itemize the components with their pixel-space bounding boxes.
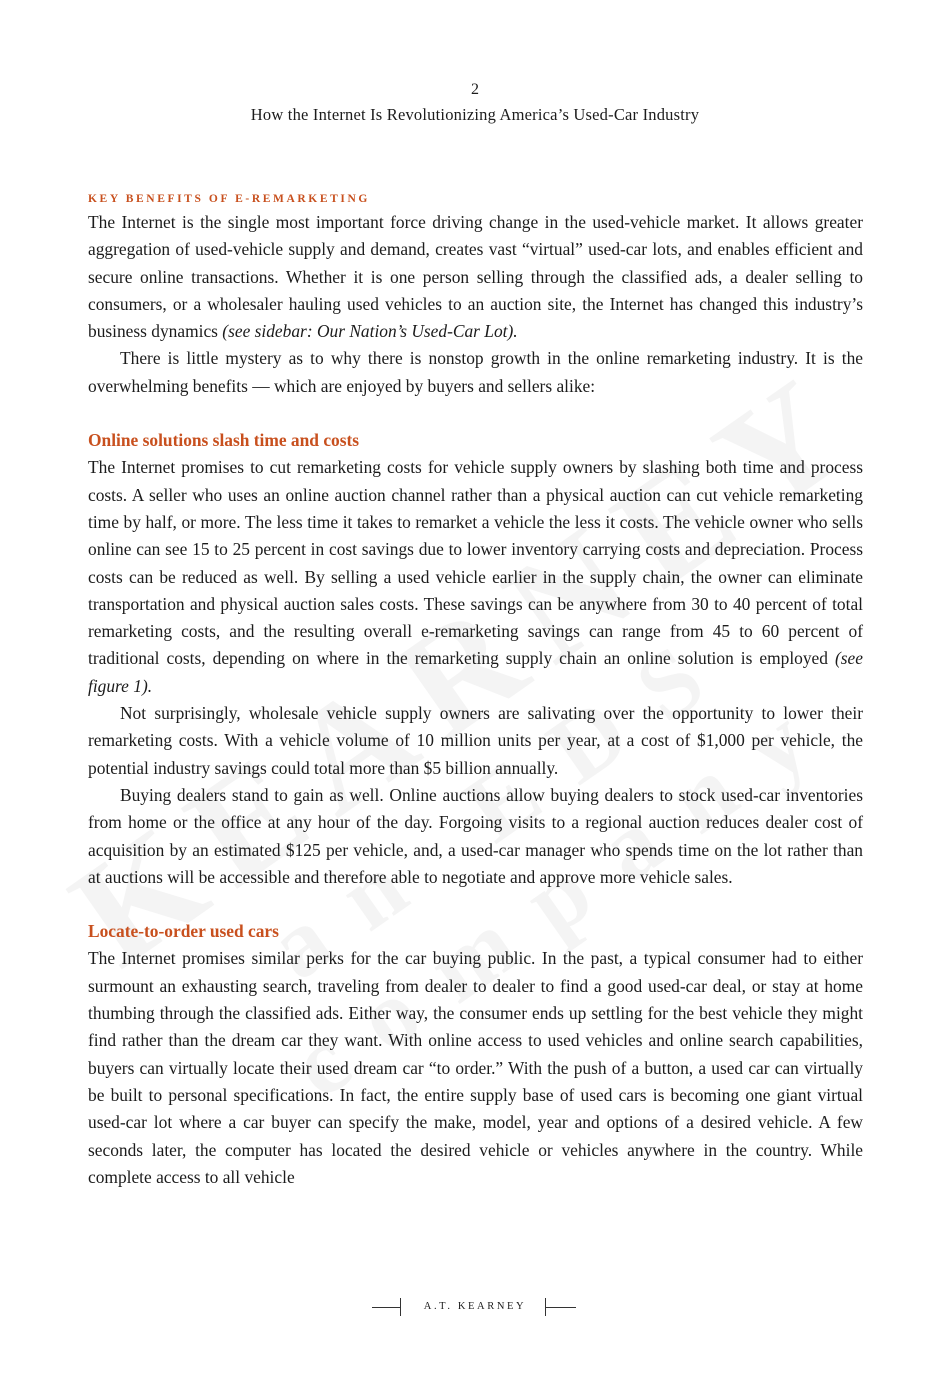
page-number: 2 [471, 81, 479, 98]
subsection-1-paragraph-1-text: The Internet promises to cut remarketing costs for vehicle supply owners by slashing both time and process costs. A seller who uses an online auction channel rather than a physical auction can cut vehicle remarketing time by half, or more. The less time it takes to remarket a vehicle the less it costs. The vehicle owner who sells online can see 15 to 25 percent in cost savings due to lower inventory carrying costs and depreciation. Process costs can be reduced as well. By selling a used vehicle earlier in the supply chain, the owner can eliminate transportation and physical auction sales costs. These savings can be anywhere from 30 to 40 percent of total remarketing costs, and the resulting overall e-remarketing savings can range from 45 to 60 percent of traditional costs, depending on where in the remarketing supply chain an online solution is employed [88, 457, 863, 669]
footer-tick-left [400, 1298, 401, 1316]
footer [0, 1298, 950, 1318]
figure-reference: (see figure 1). [88, 648, 863, 696]
footer-rule-left [372, 1307, 400, 1308]
subsection-2-paragraph-1: The Internet promises similar perks for the car buying public. In the past, a typical consumer had to either surmount an exhausting search, traveling from dealer to dealer to find a good used-car deal, or stay at home thumbing through the classified ads. Either way, the consumer ends up settling for the best vehicle they might find rather than the dream car they want. With online access to used vehicles and online search capabilities, buyers can virtually locate their used dream car “to order.” With the push of a button, a used car can virtually be built to personal specifications. In fact, the entire supply base of used cars is becoming one giant virtual used-car lot where a car buyer can specify the make, model, year and options of a desired vehicle. A few seconds later, the computer has located the desired vehicle or vehicles anywhere in the country. While complete access to all vehicle [88, 948, 863, 1187]
subsection-heading-locate-to-order: Locate-to-order used cars [88, 921, 279, 942]
footer-label: A.T. KEARNEY [423, 1301, 527, 1312]
sidebar-reference: (see sidebar: Our Nation’s Used-Car Lot). [222, 321, 518, 342]
subsection-1-paragraph-3: Buying dealers stand to gain as well. Online auctions allow buying dealers to stock used-car inventories from home or the office at any hour of the day. Forgoing visits to a regional auction reduces dealer cost of acquisition by an estimated $125 per vehicle, and, a used-car manager who spends time on the lot rather than at auctions will be accessible and therefore able to negotiate and approve more vehicle sales. [88, 784, 863, 887]
section-paragraph-2: There is little mystery as to why there is nonstop growth in the online remarketing industry. It is the overwhelming benefits — which are enjoyed by buyers and sellers alike: [88, 348, 863, 396]
section-heading: KEY BENEFITS OF E-REMARKETING [88, 193, 370, 205]
footer-rule-right [545, 1307, 576, 1308]
subsection-1-paragraph-1 [88, 454, 863, 700]
section-paragraph-1 [88, 209, 863, 345]
running-title: How the Internet Is Revolutionizing America’s Used-Car Industry [250, 105, 700, 124]
subsection-heading-time-costs: Online solutions slash time and costs [88, 430, 360, 451]
body-content [88, 189, 863, 1191]
section-paragraph-1-text: The Internet is the single most important force driving change in the used-vehicle market. It allows greater aggregation of used-vehicle supply and demand, creates vast “virtual” used-car lots, and enables efficient and secure online transactions. Whether it is one person selling through the classified ads, a dealer selling to consumers, or a wholesaler hauling used vehicles to an auction site, the Internet has changed this industry’s business dynamics [88, 212, 863, 342]
subsection-1-paragraph-2: Not surprisingly, wholesale vehicle supply owners are salivating over the opportunity to lower their remarketing costs. With a vehicle volume of 10 million units per year, at a cost of $1,000 per vehicle, the potential industry savings could total more than $5 billion annually. [88, 703, 863, 778]
